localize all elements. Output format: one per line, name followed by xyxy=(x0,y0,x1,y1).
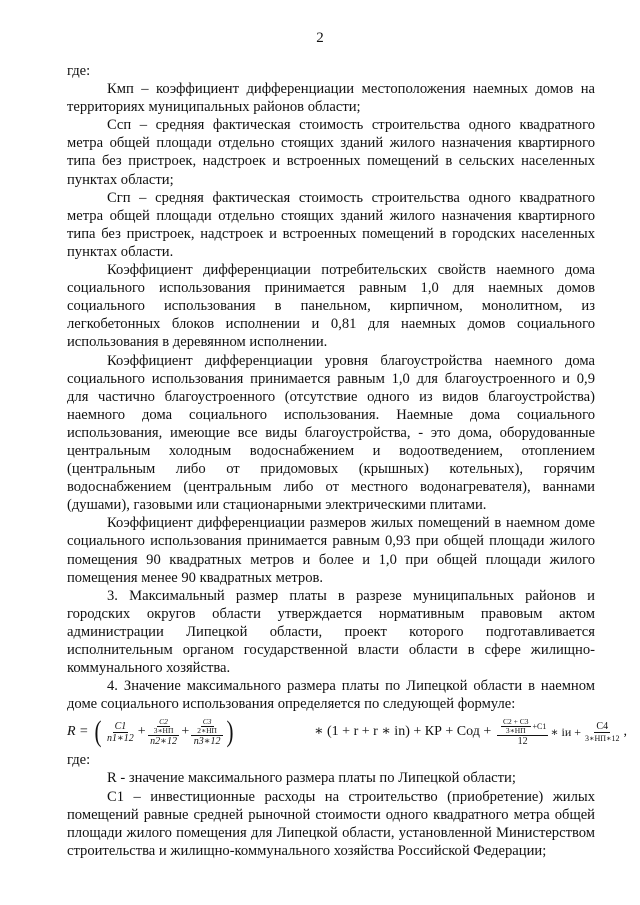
formula-middle: ∗ (1 + r + r ∗ in) + КР + Сод + xyxy=(314,724,492,740)
document-body xyxy=(67,62,627,860)
formula-fraction-c1: $\frac{C1}{n1∗12}$ xyxy=(107,720,134,744)
definition-c1: С1 – инвестиционные расходы на строительство (приобретение) жилых помещений равные средней рыночной стоимости одного квадратного метра общей площади жилого помещения для Липецкой области, установленной Министерством строительства и жилищно-коммунального хозяйства Российской Федерации; xyxy=(67,788,595,859)
formula-fraction-c4: $\frac{C4}{3∗НП∗12}$ xyxy=(585,720,620,743)
paragraph-item-4: 4. Значение максимального размера платы по Липецкой области в наемном доме социального использования определяется по следующей формуле: xyxy=(67,678,595,713)
page-number: 2 xyxy=(316,30,324,46)
formula-close-paren: ) xyxy=(226,715,234,749)
formula-lhs: R = xyxy=(67,724,89,740)
formula-fraction-c3: $\frac{\frac{C3}{2∗НП}}{n3∗12}$ xyxy=(191,718,223,747)
definition-kmp: Кмп – коэффициент дифференциации местоположения наемных домов на территориях муниципальных районов области; xyxy=(67,81,595,116)
formula-times-in: ∗ iи + xyxy=(550,725,582,740)
definition-r: R - значение максимального размера платы по Липецкой области; xyxy=(107,770,516,787)
formula-fraction-c2c3: $\frac{C2 + C3}{3∗НП}$ +С1 12 xyxy=(497,718,548,747)
definition-sgp: Сгп – средняя фактическая стоимость строительства одного квадратного метра общей площади отдельно стоящих зданий жилого назначения квартирного типа без пристроек, надстроек и встроенных помещений в городских населенных пунктах области. xyxy=(67,189,595,260)
paragraph-consumer-properties: Коэффициент дифференциации потребительских свойств наемного дома социального использования принимается равным 1,0 для наемных домов социального использования в панельном, кирпичном, монолитном, из легкобетонных блоков исполнении и 0,81 для наемных домов социального использования в деревянном исполнении. xyxy=(67,262,595,351)
formula: R = ( $\frac{C1}{n1∗12}$ + $\frac{\frac{C2}{3∗НП}}{n2∗12}$ + $\frac{\frac{C3}{2∗НП}}{n3∗12}$ ) ∗ (1 + r + r ∗ in) + КР + Сод + $\frac{C2 + C3}{3∗НП}$ +С1 12 ∗ iи + $\frac{C4}{3∗НП∗12}$ , xyxy=(67,715,627,749)
where-label: где: xyxy=(67,63,91,79)
paragraph-room-size: Коэффициент дифференциации размеров жилых помещений в наемном доме социального использования принимается равным 0,93 при общей площади жилого помещения 90 квадратных метров и более и 1,0 при общей площади жилого помещения менее 90 квадратных метров. xyxy=(67,515,595,586)
paragraph-item-3: 3. Максимальный размер платы в разрезе муниципальных районов и городских округов области утверждается нормативным правовым актом администрации Липецкой области, проект которого подготавливается исполнительным органом государственной власти области в сфере жилищно-коммунального хозяйства. xyxy=(67,587,595,677)
where-label-2: где: xyxy=(67,752,91,769)
paragraph-amenities: Коэффициент дифференциации уровня благоустройства наемного дома социального использования принимается равным 1,0 для благоустроенного и 0,9 для частично благоустроенного (отсутствие одного из видов благоустройства) наемного дома социального использования. Наемные дома социального использования, имеющие все виды благоустройства, - это дома, оборудованные центральным холодным водоснабжением и водоотведением, отоплением (центральным либо от придомовых (крышных) котельных), горячим водоснабжением (центральным либо от местного водонагревателя), ваннами (душами), газовыми или стационарными электрическими плитами. xyxy=(67,352,595,514)
formula-open-paren: ( xyxy=(94,715,102,749)
formula-fraction-c2: $\frac{\frac{C2}{3∗НП}}{n2∗12}$ xyxy=(148,718,180,747)
definition-ssp: Ссп – средняя фактическая стоимость строительства одного квадратного метра общей площади отдельно стоящих зданий жилого назначения квартирного типа без пристроек, надстроек и встроенных помещений в сельских населенных пунктах области; xyxy=(67,117,595,188)
